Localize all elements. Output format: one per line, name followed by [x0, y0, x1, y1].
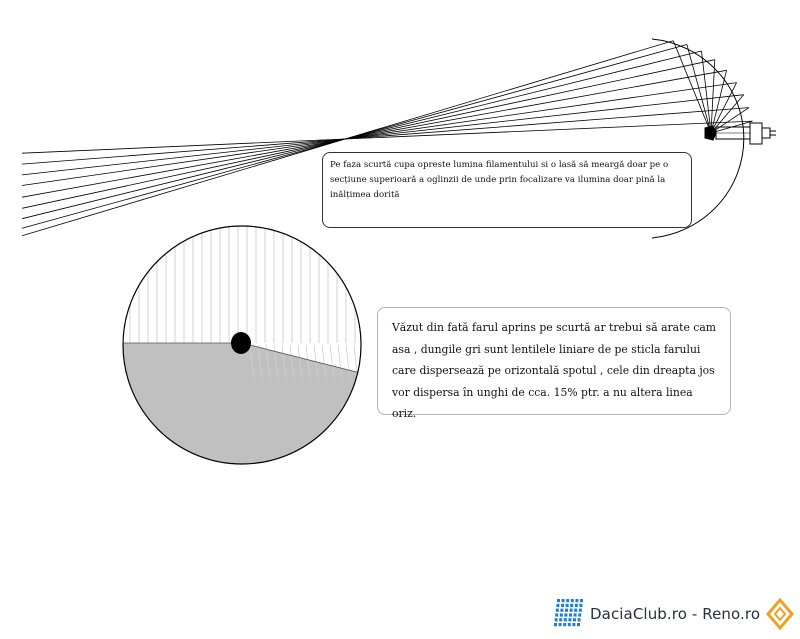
logo-text: DaciaClub.ro - Reno.ro — [590, 605, 761, 623]
angled-lens-stripe — [362, 345, 366, 380]
bulb-socket — [750, 123, 762, 144]
angled-lens-stripe — [370, 345, 374, 380]
blue-dot-grid-icon — [552, 597, 584, 631]
reflected-ray — [22, 121, 753, 153]
lens-stripes — [130, 220, 355, 343]
front-view-note — [377, 307, 731, 420]
bulb-pin — [762, 128, 770, 138]
site-logo — [552, 594, 795, 634]
incident-ray — [711, 60, 715, 133]
shaded-lower-segment — [100, 343, 380, 480]
bulb-filament-cap — [705, 126, 716, 140]
lamp-front-view — [100, 220, 380, 480]
orange-diamond-icon — [765, 597, 795, 631]
incident-ray — [687, 45, 711, 134]
front-view-note-text: Văzut din fată farul aprins pe scurtă ar trebui să arate cam asa , dungile gri sunt lentilele liniare de pe sticla farului care dispersează pe orizontală spotul , cele din dreapta jos vor dispersa în unghi de cca. 15% ptr. a nu altera linea oriz. — [392, 321, 717, 420]
headlamp-note — [322, 152, 692, 228]
bulb-dot — [231, 332, 251, 354]
bulb-assembly — [705, 123, 776, 144]
headlamp-note-text: Pe faza scurtă cupa opreste lumina filamentului si o lasă să meargă doar pe o secțiune superioară a oglinzii de unde prin focalizare va ilumina doar pină la inălțimea dorită — [330, 160, 669, 200]
